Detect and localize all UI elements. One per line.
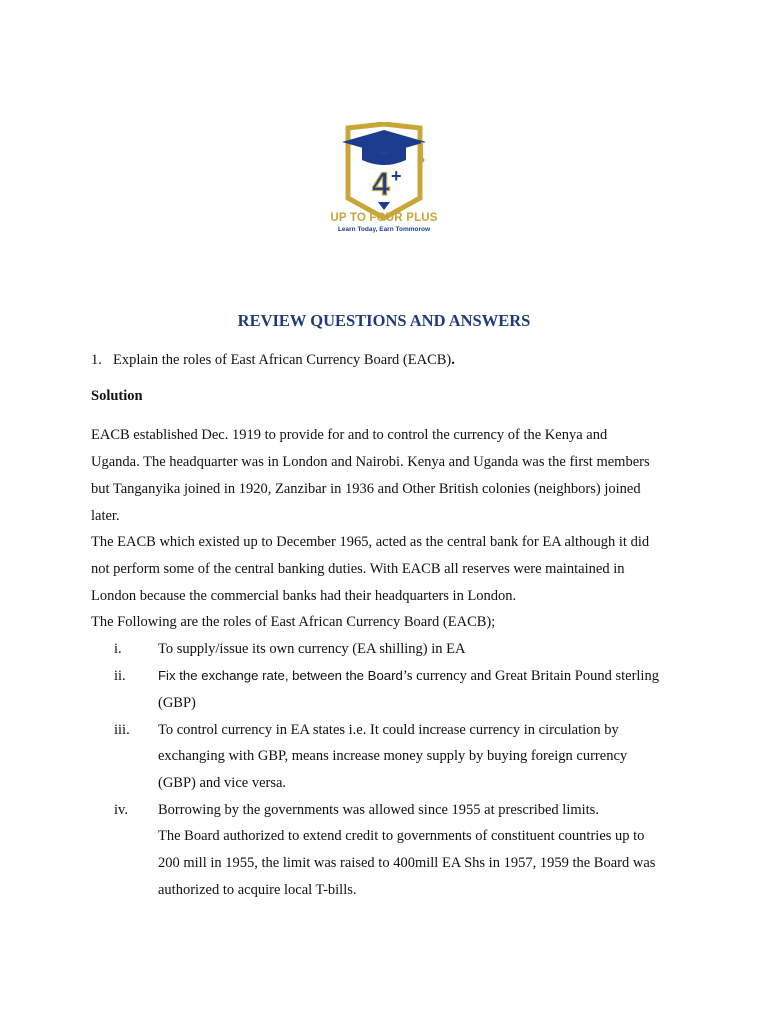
- paragraph-line: The Following are the roles of East African Currency Board (EACB);: [91, 614, 496, 630]
- logo-tagline: Learn Today, Earn Tommorow: [337, 226, 431, 233]
- paragraph-line: London because the commercial banks had their headquarters in London.: [91, 588, 517, 604]
- list-item-number: iv.: [114, 802, 128, 818]
- paragraph-line: later.: [91, 508, 120, 524]
- list-item-number: ii.: [114, 668, 126, 684]
- svg-text:+: +: [391, 166, 402, 186]
- list-item-number: i.: [114, 641, 122, 657]
- paragraph-line: but Tanganyika joined in 1920, Zanzibar in 1936 and Other British colonies (neighbors) joined: [91, 481, 641, 497]
- page-heading: REVIEW QUESTIONS AND ANSWERS: [237, 311, 531, 330]
- list-item-number: iii.: [114, 722, 130, 738]
- paragraph-line: not perform some of the central banking duties. With EACB all reserves were maintained in: [91, 561, 625, 577]
- question-1: [91, 352, 455, 369]
- list-item-text: [158, 667, 659, 685]
- list-item-text: (GBP) and vice versa.: [158, 775, 287, 791]
- list-item-text: 200 mill in 1955, the limit was raised to 400mill EA Shs in 1957, 1959 the Board was: [158, 855, 656, 871]
- list-item-text: Borrowing by the governments was allowed since 1955 at prescribed limits.: [158, 802, 599, 818]
- solution-label: Solution: [91, 388, 143, 404]
- logo-brand-name: UP TO FOUR PLUS: [330, 212, 438, 224]
- question-end: .: [451, 352, 455, 368]
- four-plus-mark: 4: [372, 166, 390, 202]
- list-item-rest: ’s currency and Great Britain Pound sterling: [402, 668, 659, 684]
- list-item-text: To control currency in EA states i.e. It could increase currency in circulation by: [158, 722, 619, 738]
- paragraph-line: EACB established Dec. 1919 to provide for and to control the currency of the Kenya and: [91, 427, 608, 443]
- paragraph-line: The EACB which existed up to December 1965, acted as the central bank for EA although it did: [91, 534, 650, 550]
- graduation-cap-icon: [342, 130, 426, 154]
- list-item-text: exchanging with GBP, means increase money supply by buying foreign currency: [158, 748, 628, 764]
- list-item-lead: Fix the exchange rate, between the Board: [158, 668, 403, 683]
- list-item-text: The Board authorized to extend credit to governments of constituent countries up to: [158, 828, 645, 844]
- list-item-text: To supply/issue its own currency (EA shilling) in EA: [158, 641, 466, 657]
- question-number: 1.: [91, 352, 102, 368]
- paragraph-line: Uganda. The headquarter was in London and Nairobi. Kenya and Uganda was the first members: [91, 454, 650, 470]
- list-item-text: (GBP): [158, 695, 196, 711]
- question-text: Explain the roles of East African Currency Board (EACB): [113, 352, 452, 368]
- list-item-text: authorized to acquire local T-bills.: [158, 882, 357, 898]
